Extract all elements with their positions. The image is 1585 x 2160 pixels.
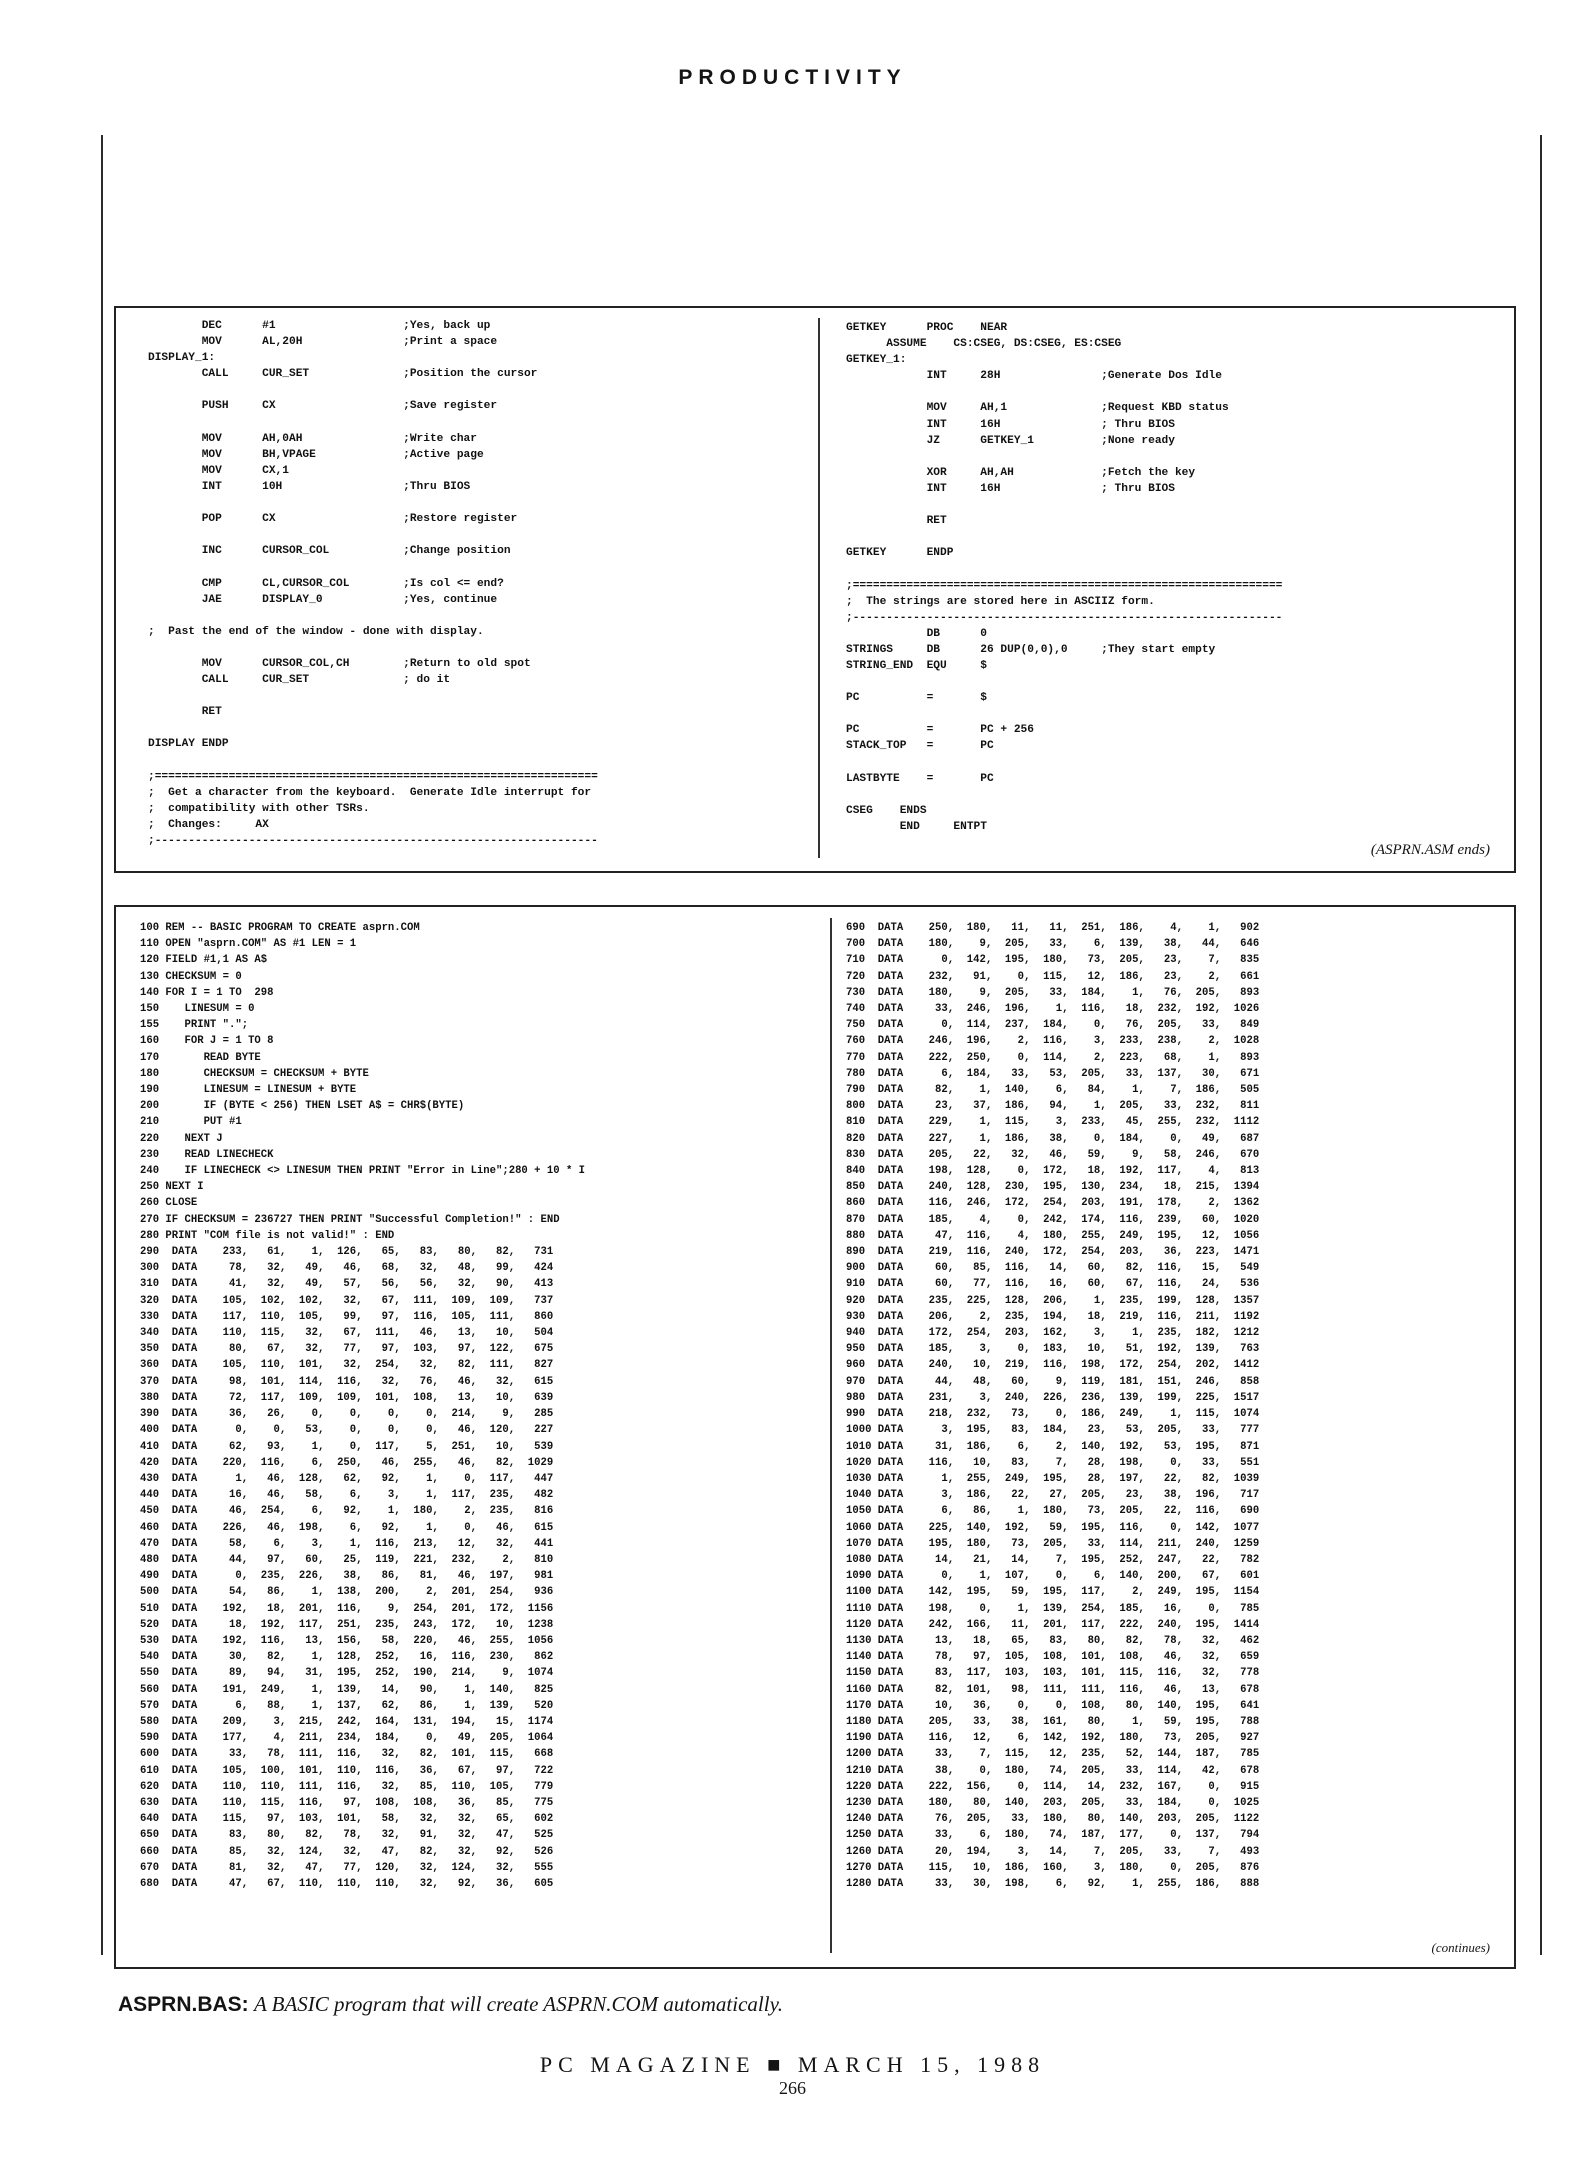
data-statement-line: 430 DATA 1, 46, 128, 62, 92, 1, 0, 117, 447 xyxy=(140,1472,554,1485)
bas-program-line: 170 READ BYTE xyxy=(140,1051,261,1064)
bas-program-line: 140 FOR I = 1 TO 298 xyxy=(140,986,274,999)
data-statement-line: 1000 DATA 3, 195, 83, 184, 23, 53, 205, 33, 777 xyxy=(846,1424,1260,1437)
bas-program-line: 110 OPEN "asprn.COM" AS #1 LEN = 1 xyxy=(140,938,357,951)
data-statement-line: 770 DATA 222, 250, 0, 114, 2, 223, 68, 1, 893 xyxy=(846,1051,1260,1064)
data-statement-line: 1180 DATA 205, 33, 38, 161, 80, 1, 59, 195, 788 xyxy=(846,1715,1260,1728)
data-statement-line: 1030 DATA 1, 255, 249, 195, 28, 197, 22, 82, 1039 xyxy=(846,1472,1260,1485)
bas-program-line: 130 CHECKSUM = 0 xyxy=(140,970,242,983)
data-statement-line: 570 DATA 6, 88, 1, 137, 62, 86, 1, 139, 520 xyxy=(140,1699,554,1712)
data-statement-line: 650 DATA 83, 80, 82, 78, 32, 91, 32, 47, 525 xyxy=(140,1829,554,1842)
data-statement-line: 1120 DATA 242, 166, 11, 201, 117, 222, 240, 195, 1414 xyxy=(846,1618,1260,1631)
data-statement-line: 460 DATA 226, 46, 198, 6, 92, 1, 0, 46, 615 xyxy=(140,1521,554,1534)
bas-program-line: 160 FOR J = 1 TO 8 xyxy=(140,1035,274,1048)
data-statement-line: 470 DATA 58, 6, 3, 1, 116, 213, 12, 32, 441 xyxy=(140,1537,554,1550)
data-statement-line: 1090 DATA 0, 1, 107, 0, 6, 140, 200, 67, 601 xyxy=(846,1570,1260,1583)
data-statement-line: 1110 DATA 198, 0, 1, 139, 254, 185, 16, 0, 785 xyxy=(846,1602,1260,1615)
data-statement-line: 810 DATA 229, 1, 115, 3, 233, 45, 255, 232, 1112 xyxy=(846,1116,1260,1129)
data-statement-line: 320 DATA 105, 102, 102, 32, 67, 111, 109, 109, 737 xyxy=(140,1294,554,1307)
data-statement-line: 1210 DATA 38, 0, 180, 74, 205, 33, 114, 42, 678 xyxy=(846,1764,1260,1777)
data-statement-line: 350 DATA 80, 67, 32, 77, 97, 103, 97, 122, 675 xyxy=(140,1343,554,1356)
data-statement-line: 940 DATA 172, 254, 203, 162, 3, 1, 235, 182, 1212 xyxy=(846,1327,1260,1340)
data-statement-line: 990 DATA 218, 232, 73, 0, 186, 249, 1, 115, 1074 xyxy=(846,1408,1260,1421)
data-statement-line: 530 DATA 192, 116, 13, 156, 58, 220, 46, 255, 1056 xyxy=(140,1634,554,1647)
data-statement-line: 420 DATA 220, 116, 6, 250, 46, 255, 46, 82, 1029 xyxy=(140,1456,554,1469)
data-statement-line: 1100 DATA 142, 195, 59, 195, 117, 2, 249, 195, 1154 xyxy=(846,1586,1260,1599)
data-statement-line: 1200 DATA 33, 7, 115, 12, 235, 52, 144, 187, 785 xyxy=(846,1748,1260,1761)
data-statement-line: 760 DATA 246, 196, 2, 116, 3, 233, 238, 2, 1028 xyxy=(846,1035,1260,1048)
data-statement-line: 500 DATA 54, 86, 1, 138, 200, 2, 201, 254, 936 xyxy=(140,1586,554,1599)
bas-program-line: 220 NEXT J xyxy=(140,1132,223,1145)
data-statement-line: 700 DATA 180, 9, 205, 33, 6, 139, 38, 44, 646 xyxy=(846,938,1260,951)
asm-listing-left: DEC #1 ;Yes, back up MOV AL,20H ;Print a space DISPLAY_1: CALL CUR_SET ;Position the cursor PUSH CX ;Save register MOV AH,0AH ;Write char MOV BH,VPAGE ;Active page MOV CX,1 INT 10H ;Thru BIOS POP CX ;Restore register INC CURSOR_COL ;Change position CMP CL,CURSOR_COL ;Is col <= end? JAE DISPLAY_0 ;Yes, continue ; Past the end of the window - done with display. MOV CURSOR_COL,CH ;Return to old spot CALL CUR_SET ; do it RET DISPLAY ENDP ;================================================================== ; Get a character from the keyboard. Generate Idle interrupt for ; compatibility with other TSRs. ; Changes: AX ;------------------------------------------------------------------ xyxy=(148,320,598,847)
data-statement-line: 910 DATA 60, 77, 116, 16, 60, 67, 116, 24, 536 xyxy=(846,1278,1260,1291)
bas-program-line: 120 FIELD #1,1 AS A$ xyxy=(140,954,268,967)
data-statement-line: 880 DATA 47, 116, 4, 180, 255, 249, 195, 12, 1056 xyxy=(846,1229,1260,1242)
data-statement-line: 720 DATA 232, 91, 0, 115, 12, 186, 23, 2, 661 xyxy=(846,970,1260,983)
data-statement-line: 1130 DATA 13, 18, 65, 83, 80, 82, 78, 32, 462 xyxy=(846,1634,1260,1647)
bas-program-line: 270 IF CHECKSUM = 236727 THEN PRINT "Successful Completion!" : END xyxy=(140,1213,560,1226)
data-statement-line: 870 DATA 185, 4, 0, 242, 174, 116, 239, 60, 1020 xyxy=(846,1213,1260,1226)
bas-program-line: 210 PUT #1 xyxy=(140,1116,242,1129)
caption-label: ASPRN.BAS: xyxy=(118,1993,249,2016)
data-statement-line: 730 DATA 180, 9, 205, 33, 184, 1, 76, 205, 893 xyxy=(846,986,1260,999)
bas-program-line: 260 CLOSE xyxy=(140,1197,198,1210)
bas-program-line: 230 READ LINECHECK xyxy=(140,1148,274,1161)
data-statement-line: 590 DATA 177, 4, 211, 234, 184, 0, 49, 205, 1064 xyxy=(140,1732,554,1745)
data-statement-line: 360 DATA 105, 110, 101, 32, 254, 32, 82, 111, 827 xyxy=(140,1359,554,1372)
data-statement-line: 520 DATA 18, 192, 117, 251, 235, 243, 172, 10, 1238 xyxy=(140,1618,554,1631)
bas-program-line: 240 IF LINECHECK <> LINESUM THEN PRINT "Error in Line";280 + 10 * I xyxy=(140,1165,586,1178)
data-statement-line: 640 DATA 115, 97, 103, 101, 58, 32, 32, 65, 602 xyxy=(140,1813,554,1826)
data-statement-line: 830 DATA 205, 22, 32, 46, 59, 9, 58, 246, 670 xyxy=(846,1148,1260,1161)
data-statement-line: 1270 DATA 115, 10, 186, 160, 3, 180, 0, 205, 876 xyxy=(846,1861,1260,1874)
data-statement-line: 670 DATA 81, 32, 47, 77, 120, 32, 124, 32, 555 xyxy=(140,1861,554,1874)
data-statement-line: 540 DATA 30, 82, 1, 128, 252, 16, 116, 230, 862 xyxy=(140,1651,554,1664)
footer-date: MARCH 15, 1988 xyxy=(797,2052,1046,2077)
asm-ends-note: (ASPRN.ASM ends) xyxy=(1370,842,1490,858)
data-statement-line: 490 DATA 0, 235, 226, 38, 86, 81, 46, 197, 981 xyxy=(140,1570,554,1583)
data-statement-line: 680 DATA 47, 67, 110, 110, 110, 32, 92, 36, 605 xyxy=(140,1877,554,1890)
bas-program-line: 155 PRINT "."; xyxy=(140,1019,249,1032)
data-statement-line: 480 DATA 44, 97, 60, 25, 119, 221, 232, 2, 810 xyxy=(140,1553,554,1566)
data-statement-line: 950 DATA 185, 3, 0, 183, 10, 51, 192, 139, 763 xyxy=(846,1343,1260,1356)
bas-program-line: 180 CHECKSUM = CHECKSUM + BYTE xyxy=(140,1067,369,1080)
data-statement-line: 1070 DATA 195, 180, 73, 205, 33, 114, 211, 240, 1259 xyxy=(846,1537,1260,1550)
footer-publication: PC MAGAZINE xyxy=(539,2052,756,2077)
bas-listing-left xyxy=(140,920,585,1892)
data-statement-line: 400 DATA 0, 0, 53, 0, 0, 0, 46, 120, 227 xyxy=(140,1424,554,1437)
data-statement-line: 1080 DATA 14, 21, 14, 7, 195, 252, 247, 22, 782 xyxy=(846,1553,1260,1566)
data-statement-line: 410 DATA 62, 93, 1, 0, 117, 5, 251, 10, 539 xyxy=(140,1440,554,1453)
bas-program-line: 150 LINESUM = 0 xyxy=(140,1003,255,1016)
page-footer xyxy=(0,2052,1585,2078)
data-statement-line: 300 DATA 78, 32, 49, 46, 68, 32, 48, 99, 424 xyxy=(140,1262,554,1275)
data-statement-line: 800 DATA 23, 37, 186, 94, 1, 205, 33, 232, 811 xyxy=(846,1100,1260,1113)
data-statement-line: 660 DATA 85, 32, 124, 32, 47, 82, 32, 92, 526 xyxy=(140,1845,554,1858)
data-statement-line: 1150 DATA 83, 117, 103, 103, 101, 115, 116, 32, 778 xyxy=(846,1667,1260,1680)
data-statement-line: 600 DATA 33, 78, 111, 116, 32, 82, 101, 115, 668 xyxy=(140,1748,554,1761)
data-statement-line: 930 DATA 206, 2, 235, 194, 18, 219, 116, 211, 1192 xyxy=(846,1310,1260,1323)
data-statement-line: 890 DATA 219, 116, 240, 172, 254, 203, 36, 223, 1471 xyxy=(846,1246,1260,1259)
data-statement-line: 1020 DATA 116, 10, 83, 7, 28, 198, 0, 33, 551 xyxy=(846,1456,1260,1469)
data-statement-line: 860 DATA 116, 246, 172, 254, 203, 191, 178, 2, 1362 xyxy=(846,1197,1260,1210)
data-statement-line: 1170 DATA 10, 36, 0, 0, 108, 80, 140, 195, 641 xyxy=(846,1699,1260,1712)
data-statement-line: 710 DATA 0, 142, 195, 180, 73, 205, 23, 7, 835 xyxy=(846,954,1260,967)
data-statement-line: 550 DATA 89, 94, 31, 195, 252, 190, 214, 9, 1074 xyxy=(140,1667,554,1680)
figure-caption xyxy=(118,1992,783,2017)
bas-program-line: 200 IF (BYTE < 256) THEN LSET A$ = CHR$(BYTE) xyxy=(140,1100,465,1113)
data-statement-line: 850 DATA 240, 128, 230, 195, 130, 234, 18, 215, 1394 xyxy=(846,1181,1260,1194)
data-statement-line: 820 DATA 227, 1, 186, 38, 0, 184, 0, 49, 687 xyxy=(846,1132,1260,1145)
data-statement-line: 1280 DATA 33, 30, 198, 6, 92, 1, 255, 186, 888 xyxy=(846,1877,1260,1890)
left-page-rule xyxy=(101,135,103,1955)
data-statement-line: 1220 DATA 222, 156, 0, 114, 14, 232, 167, 0, 915 xyxy=(846,1780,1260,1793)
bas-program-line: 190 LINESUM = LINESUM + BYTE xyxy=(140,1084,357,1097)
asm-listing-right: GETKEY PROC NEAR ASSUME CS:CSEG, DS:CSEG, ES:CSEG GETKEY_1: INT 28H ;Generate Dos Idle MOV AH,1 ;Request KBD status INT 16H ; Thru BIOS JZ GETKEY_1 ;None ready XOR AH,AH ;Fetch the key INT 16H ; Thru BIOS RET GETKEY ENDP ;================================================================ ; The strings are stored here in ASCIIZ form. ;---------------------------------------------------------------- DB 0 STRINGS DB 26 DUP(0,0),0 ;They start empty STRING_END EQU $ PC = $ PC = PC + 256 STACK_TOP = PC LASTBYTE = PC CSEG ENDS END ENTPT xyxy=(846,322,1283,833)
bas-program-line: 280 PRINT "COM file is not valid!" : END xyxy=(140,1229,395,1242)
data-statement-line: 740 DATA 33, 246, 196, 1, 116, 18, 232, 192, 1026 xyxy=(846,1003,1260,1016)
data-statement-line: 1140 DATA 78, 97, 105, 108, 101, 108, 46, 32, 659 xyxy=(846,1651,1260,1664)
data-statement-line: 920 DATA 235, 225, 128, 206, 1, 235, 199, 128, 1357 xyxy=(846,1294,1260,1307)
data-statement-line: 780 DATA 6, 184, 33, 53, 205, 33, 137, 30, 671 xyxy=(846,1067,1260,1080)
page-number: 266 xyxy=(779,2078,806,2098)
data-statement-line: 1240 DATA 76, 205, 33, 180, 80, 140, 203, 205, 1122 xyxy=(846,1813,1260,1826)
data-statement-line: 1040 DATA 3, 186, 22, 27, 205, 23, 38, 196, 717 xyxy=(846,1489,1260,1502)
data-statement-line: 450 DATA 46, 254, 6, 92, 1, 180, 2, 235, 816 xyxy=(140,1505,554,1518)
data-statement-line: 390 DATA 36, 26, 0, 0, 0, 0, 214, 9, 285 xyxy=(140,1408,554,1421)
data-statement-line: 840 DATA 198, 128, 0, 172, 18, 192, 117, 4, 813 xyxy=(846,1165,1260,1178)
data-statement-line: 970 DATA 44, 48, 60, 9, 119, 181, 151, 246, 858 xyxy=(846,1375,1260,1388)
bas-data-left xyxy=(140,1244,585,1892)
data-statement-line: 630 DATA 110, 115, 116, 97, 108, 108, 36, 85, 775 xyxy=(140,1796,554,1809)
data-statement-line: 330 DATA 117, 110, 105, 99, 97, 116, 105, 111, 860 xyxy=(140,1310,554,1323)
data-statement-line: 440 DATA 16, 46, 58, 6, 3, 1, 117, 235, 482 xyxy=(140,1489,554,1502)
data-statement-line: 1250 DATA 33, 6, 180, 74, 187, 177, 0, 137, 794 xyxy=(846,1829,1260,1842)
asm-column-divider xyxy=(818,318,820,858)
bas-column-divider xyxy=(830,918,832,1953)
data-statement-line: 960 DATA 240, 10, 219, 116, 198, 172, 254, 202, 1412 xyxy=(846,1359,1260,1372)
data-statement-line: 560 DATA 191, 249, 1, 139, 14, 90, 1, 140, 825 xyxy=(140,1683,554,1696)
caption-text: A BASIC program that will create ASPRN.COM automatically. xyxy=(253,1992,783,2016)
data-statement-line: 1260 DATA 20, 194, 3, 14, 7, 205, 33, 7, 493 xyxy=(846,1845,1260,1858)
data-statement-line: 620 DATA 110, 110, 111, 116, 32, 85, 110, 105, 779 xyxy=(140,1780,554,1793)
data-statement-line: 1230 DATA 180, 80, 140, 203, 205, 33, 184, 0, 1025 xyxy=(846,1796,1260,1809)
data-statement-line: 370 DATA 98, 101, 114, 116, 32, 76, 46, 32, 615 xyxy=(140,1375,554,1388)
data-statement-line: 750 DATA 0, 114, 237, 184, 0, 76, 205, 33, 849 xyxy=(846,1019,1260,1032)
bas-listing-right xyxy=(846,920,1259,1892)
bas-continues-note: (continues) xyxy=(1431,1940,1490,1955)
data-statement-line: 610 DATA 105, 100, 101, 110, 116, 36, 67, 97, 722 xyxy=(140,1764,554,1777)
data-statement-line: 290 DATA 233, 61, 1, 126, 65, 83, 80, 82, 731 xyxy=(140,1246,554,1259)
data-statement-line: 580 DATA 209, 3, 215, 242, 164, 131, 194, 15, 1174 xyxy=(140,1715,554,1728)
data-statement-line: 980 DATA 231, 3, 240, 226, 236, 139, 199, 225, 1517 xyxy=(846,1391,1260,1404)
data-statement-line: 310 DATA 41, 32, 49, 57, 56, 56, 32, 90, 413 xyxy=(140,1278,554,1291)
bas-program-line: 250 NEXT I xyxy=(140,1181,204,1194)
data-statement-line: 1190 DATA 116, 12, 6, 142, 192, 180, 73, 205, 927 xyxy=(846,1732,1260,1745)
bas-data-right xyxy=(846,920,1259,1892)
data-statement-line: 340 DATA 110, 115, 32, 67, 111, 46, 13, 10, 504 xyxy=(140,1327,554,1340)
data-statement-line: 1010 DATA 31, 186, 6, 2, 140, 192, 53, 195, 871 xyxy=(846,1440,1260,1453)
data-statement-line: 510 DATA 192, 18, 201, 116, 9, 254, 201, 172, 1156 xyxy=(140,1602,554,1615)
footer-separator: ■ xyxy=(767,2052,787,2077)
bas-program-line: 100 REM -- BASIC PROGRAM TO CREATE asprn.COM xyxy=(140,922,420,934)
data-statement-line: 1050 DATA 6, 86, 1, 180, 73, 205, 22, 116, 690 xyxy=(846,1505,1260,1518)
data-statement-line: 1160 DATA 82, 101, 98, 111, 111, 116, 46, 13, 678 xyxy=(846,1683,1260,1696)
data-statement-line: 380 DATA 72, 117, 109, 109, 101, 108, 13, 10, 639 xyxy=(140,1391,554,1404)
data-statement-line: 690 DATA 250, 180, 11, 11, 251, 186, 4, 1, 902 xyxy=(846,922,1260,934)
section-header: PRODUCTIVITY xyxy=(678,66,907,89)
data-statement-line: 790 DATA 82, 1, 140, 6, 84, 1, 7, 186, 505 xyxy=(846,1084,1260,1097)
bas-program-lines xyxy=(140,920,585,1244)
data-statement-line: 900 DATA 60, 85, 116, 14, 60, 82, 116, 15, 549 xyxy=(846,1262,1260,1275)
data-statement-line: 1060 DATA 225, 140, 192, 59, 195, 116, 0, 142, 1077 xyxy=(846,1521,1260,1534)
right-page-rule xyxy=(1540,135,1542,1955)
